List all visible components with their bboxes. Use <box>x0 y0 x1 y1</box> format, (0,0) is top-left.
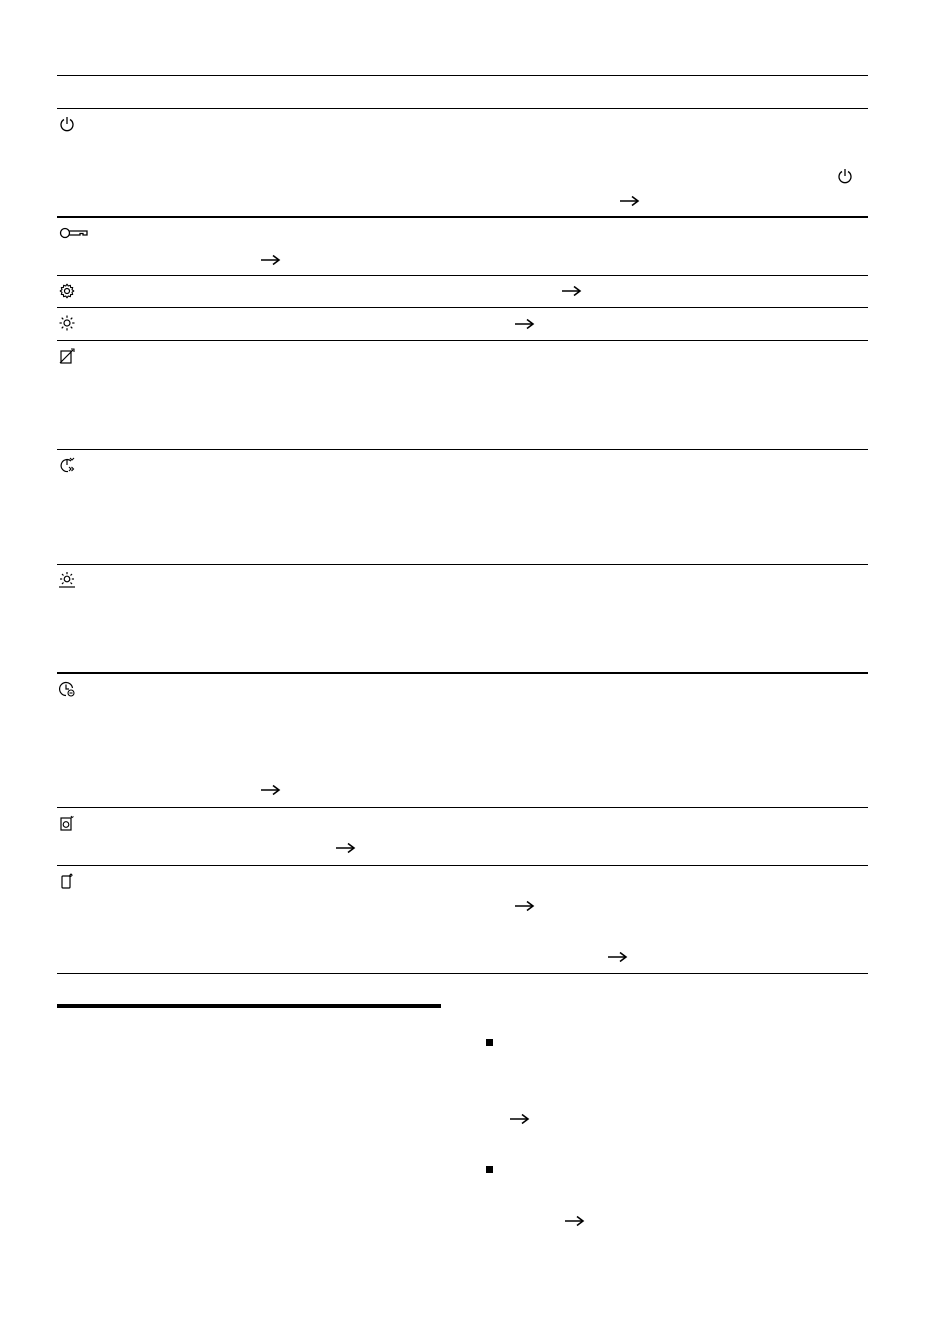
reference-arrow-icon <box>515 318 535 330</box>
drum-clean-icon <box>59 815 75 831</box>
table-row-settings <box>57 275 868 308</box>
table-row-brightness <box>57 307 868 341</box>
key-icon <box>59 225 89 241</box>
phone-share-icon <box>59 873 75 889</box>
reference-arrow-icon <box>562 285 582 297</box>
table-row-drum-clean <box>57 807 868 866</box>
reference-arrow-icon <box>261 784 281 796</box>
table-row-eco <box>57 564 868 673</box>
reference-arrow-icon <box>608 951 628 963</box>
table-row-end-time <box>57 672 868 809</box>
list-bullet-icon <box>486 1039 493 1046</box>
sun-icon <box>59 315 75 331</box>
reference-arrow-icon <box>565 1215 585 1227</box>
sun-horizon-icon <box>59 572 75 588</box>
gear-icon <box>59 283 75 299</box>
table-row-home-connect <box>57 865 868 974</box>
power-icon <box>59 116 75 132</box>
table-row-remote-off <box>57 340 868 450</box>
table-row-speed <box>57 449 868 565</box>
reference-arrow-icon <box>515 900 535 912</box>
list-bullet-icon <box>486 1166 493 1173</box>
timer-fast-icon <box>59 457 75 473</box>
no-mobile-icon <box>59 348 75 364</box>
clock-minus-icon <box>59 681 75 697</box>
table-top-rule <box>57 75 868 76</box>
reference-arrow-icon <box>510 1113 530 1125</box>
reference-arrow-icon <box>336 842 356 854</box>
reference-arrow-icon <box>261 254 281 266</box>
section-heading-rule <box>57 1004 441 1008</box>
table-row-power <box>57 108 868 217</box>
power-icon-inline <box>837 168 853 184</box>
table-row-child-lock <box>57 216 868 277</box>
reference-arrow-icon <box>620 195 640 207</box>
table-bottom-rule <box>57 973 868 974</box>
